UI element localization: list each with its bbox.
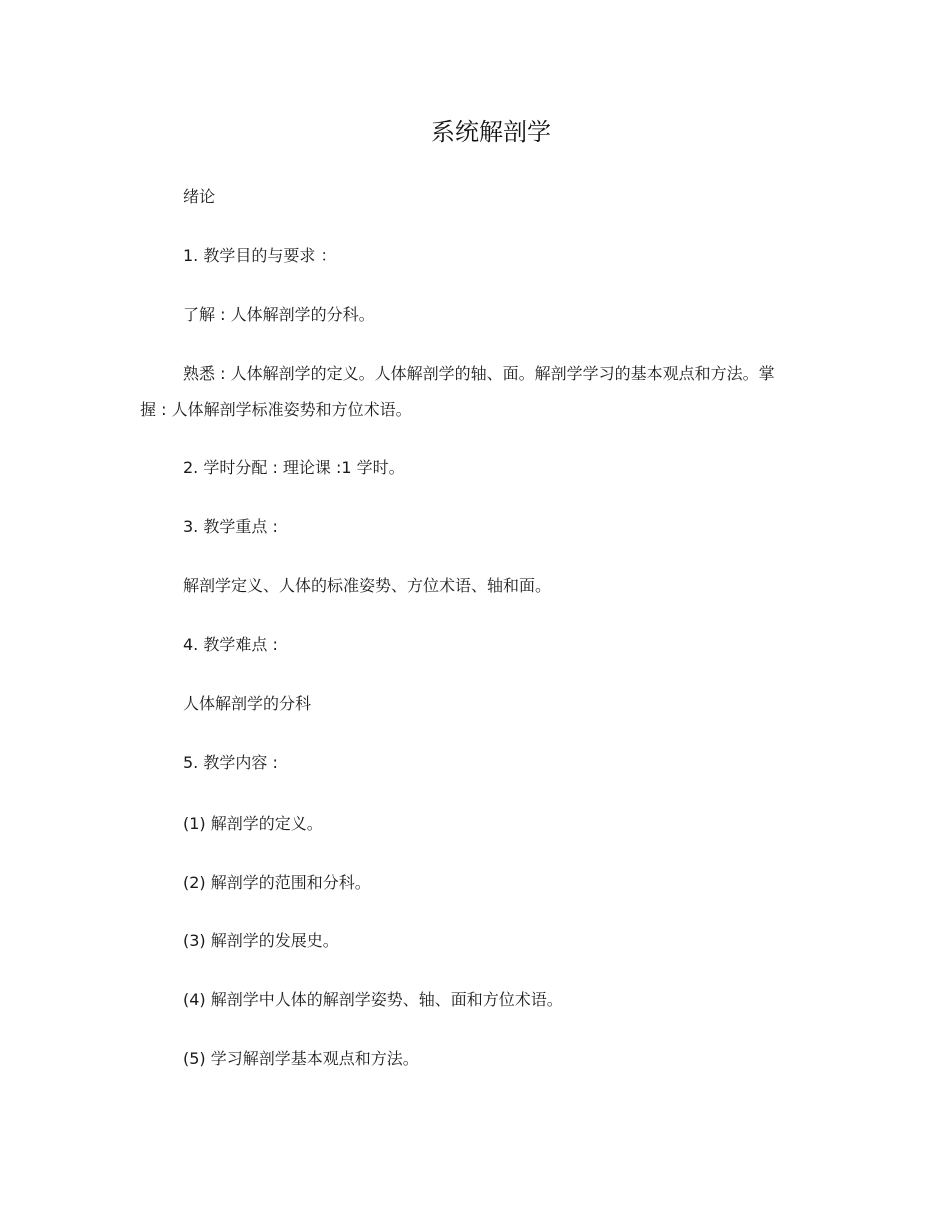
key-points-heading: 3. 教学重点 : [183,517,278,536]
hours-text: 2. 学时分配 : 理论课 :1 学时。 [183,458,405,477]
key-points-text: 解剖学定义、人体的标准姿势、方位术语、轴和面。 [183,576,552,595]
familiar-text: 熟悉 : 人体解剖学的定义。人体解剖学的轴、面。解剖学学习的基本观点和方法。掌握 : 人体解剖学标准姿势和方位术语。 [140,364,775,419]
content-heading: 5. 教学内容 : [183,753,278,772]
document-title: 系统解剖学 [431,118,551,146]
content-item-4: (4) 解剖学中人体的解剖学姿势、轴、面和方位术语。 [183,990,563,1009]
objectives-heading: 1. 教学目的与要求 ： [183,246,337,265]
content-item-3: (3) 解剖学的发展史。 [183,931,339,950]
section-heading: 绪论 [183,187,216,206]
difficulties-heading: 4. 教学难点 : [183,635,278,654]
familiar-paragraph [140,356,780,428]
content-item-5: (5) 学习解剖学基本观点和方法。 [183,1049,419,1068]
difficulties-text: 人体解剖学的分科 [183,694,312,713]
understand-text: 了解 : 人体解剖学的分科。 [183,305,375,324]
content-item-1: (1) 解剖学的定义。 [183,814,323,833]
content-item-2: (2) 解剖学的范围和分科。 [183,873,371,892]
